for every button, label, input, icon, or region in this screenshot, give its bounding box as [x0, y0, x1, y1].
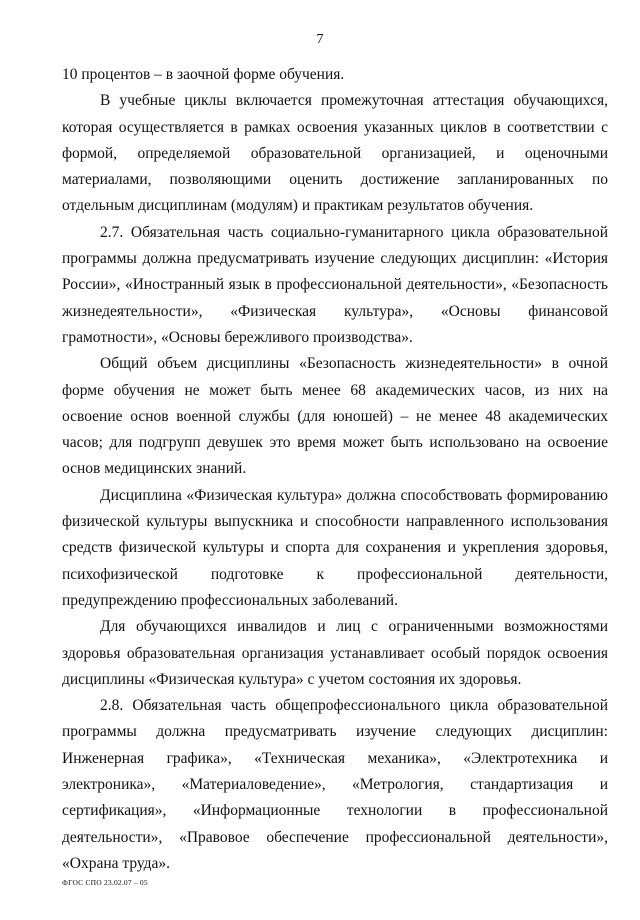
- paragraph-life-safety-volume: Общий объем дисциплины «Безопасность жизнедеятельности» в очной форме обучения не может быть менее 68 академических часов, из них на освоение основ военной службы (для юношей) – не менее 48 академических часов; для подгрупп девушек это время может быть использовано на освоение основ медицинских знаний.: [62, 355, 608, 478]
- paragraph-physical-culture: Дисциплина «Физическая культура» должна способствовать формированию физической культуры выпускника и способности направленного использования средств физической культуры и спорта для сохранения и укрепления здоровья, психофизической подготовке к профессиональной деятельности, предупреждению профессиональных заболеваний.: [62, 486, 608, 609]
- paragraph-intermediate-attestation: В учебные циклы включается промежуточная аттестация обучающихся, которая осуществляется в рамках освоения указанных циклов в соответствии с формой, определяемой образовательной организацией, и оценочными материалами, позволяющими оценить достижение запланированных по отдельным дисциплинам (модулям) и практикам результатов обучения.: [62, 92, 608, 215]
- paragraph-continuation: 10 процентов – в заочной форме обучения.: [62, 66, 345, 83]
- footer-standard-code: ФГОС СПО 23.02.07 – 05: [62, 878, 148, 887]
- page-number: 7: [316, 32, 324, 47]
- paragraph-2-8-general-professional-cycle: 2.8. Обязательная часть общепрофессионального цикла образовательной программы должна предусматривать изучение следующих дисциплин: Инженерная графика», «Техническая механика», «Электротехника и электроника», «Материаловедение», «Метрология, стандартизация и сертификация», «Информационные технологии в профессиональной деятельности», «Правовое обеспечение профессиональной деятельности», «Охрана труда».: [62, 697, 608, 872]
- paragraph-2-7-social-humanitarian-cycle: 2.7. Обязательная часть социально-гуманитарного цикла образовательной программы должна предусматривать изучение следующих дисциплин: «История России», «Иностранный язык в профессиональной деятельности», «Безопасность жизнедеятельности», «Физическая культура», «Основы финансовой грамотности», «Основы бережливого производства».: [62, 223, 608, 346]
- body-text: [62, 62, 608, 877]
- paragraph-disabled-students: Для обучающихся инвалидов и лиц с ограниченными возможностями здоровья образовательная организация устанавливает особый порядок освоения дисциплины «Физическая культура» с учетом состояния их здоровья.: [62, 618, 608, 688]
